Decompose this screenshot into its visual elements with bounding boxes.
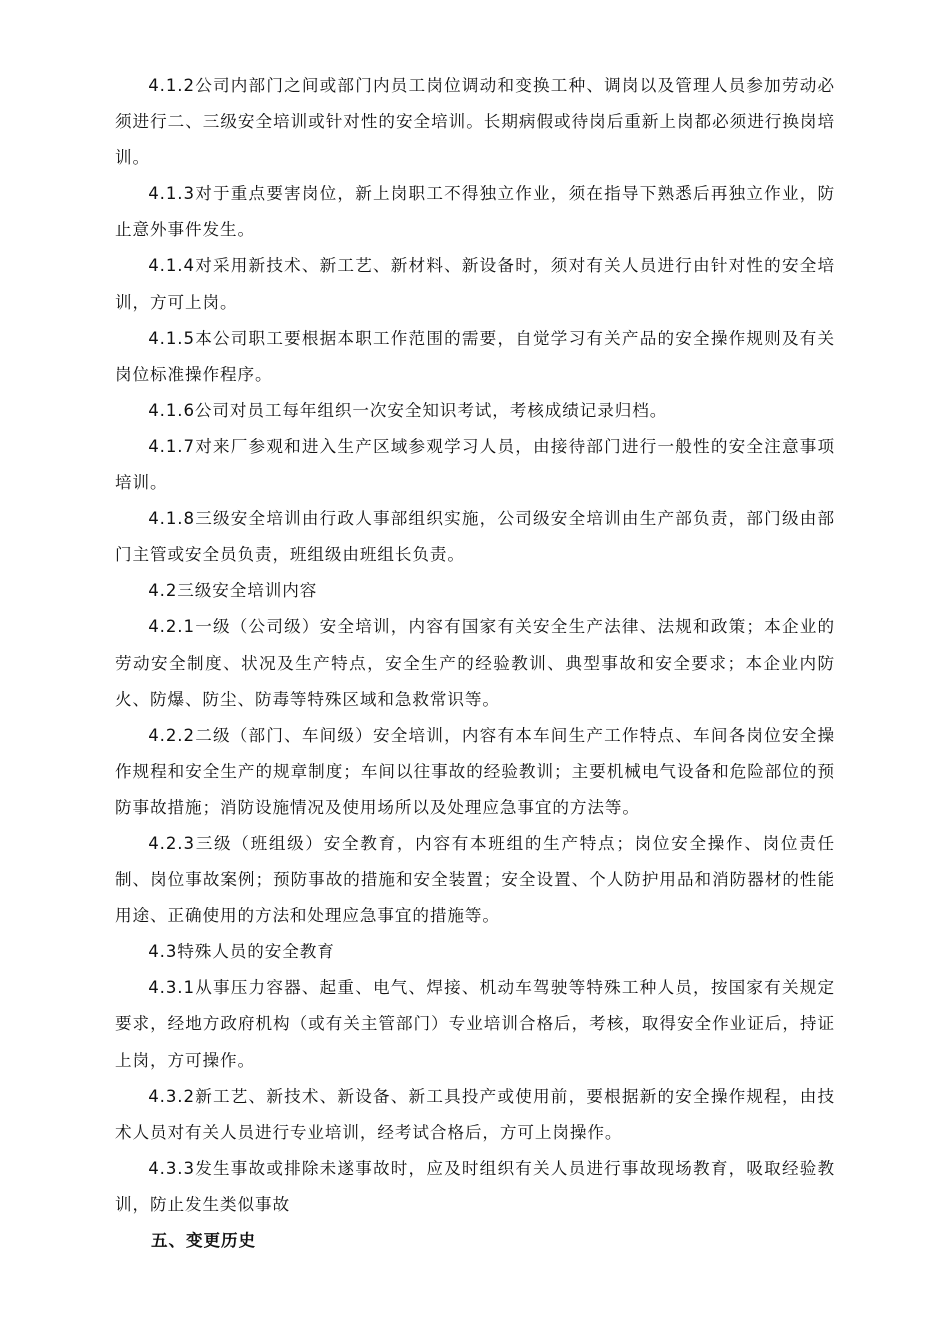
paragraph-4-1-7: 4.1.7对来厂参观和进入生产区域参观学习人员，由接待部门进行一般性的安全注意事项培训。: [115, 436, 835, 493]
paragraph-4-3-3: 4.3.3发生事故或排除未遂事故时，应及时组织有关人员进行事故现场教育，吸取经验教训，防止发生类似事故: [115, 1158, 835, 1214]
paragraph-4-1-5: 4.1.5本公司职工要根据本职工作范围的需要，自觉学习有关产品的安全操作规则及有关岗位标准操作程序。: [115, 328, 835, 384]
paragraph-4-2-1: 4.2.1一级（公司级）安全培训，内容有国家有关安全生产法律、法规和政策；本企业的劳动安全制度、状况及生产特点，安全生产的经验教训、典型事故和安全要求；本企业内防火、防爆、防尘、防毒等特殊区域和急救常识等。: [115, 617, 835, 709]
section-heading-change-history: 五、变更历史: [151, 1231, 256, 1250]
paragraph-4-2-2: 4.2.2二级（部门、车间级）安全培训，内容有本车间生产工作特点、车间各岗位安全操作规程和安全生产的规章制度；车间以往事故的经验教训；主要机械电气设备和危险部位的预防事故措施；消防设施情况及使用场所以及处理应急事宜的方法等。: [115, 725, 835, 817]
paragraph-4-3-2: 4.3.2新工艺、新技术、新设备、新工具投产或使用前，要根据新的安全操作规程，由技术人员对有关人员进行专业培训，经考试合格后，方可上岗操作。: [115, 1086, 835, 1142]
document-body: [115, 68, 835, 1259]
paragraph-4-1-8: 4.1.8三级安全培训由行政人事部组织实施，公司级安全培训由生产部负责，部门级由部门主管或安全员负责，班组级由班组长负责。: [115, 509, 835, 565]
paragraph-4-1-3: 4.1.3对于重点要害岗位，新上岗职工不得独立作业，须在指导下熟悉后再独立作业，防止意外事件发生。: [115, 184, 835, 240]
subheading-4-2: 4.2三级安全培训内容: [148, 581, 318, 601]
paragraph-4-1-4: 4.1.4对采用新技术、新工艺、新材料、新设备时，须对有关人员进行由针对性的安全培训，方可上岗。: [115, 256, 835, 312]
paragraph-4-1-6: 4.1.6公司对员工每年组织一次安全知识考试，考核成绩记录归档。: [148, 400, 668, 420]
paragraph-4-1-2: 4.1.2公司内部门之间或部门内员工岗位调动和变换工种、调岗以及管理人员参加劳动必须进行二、三级安全培训或针对性的安全培训。长期病假或待岗后重新上岗都必须进行换岗培训。: [115, 76, 835, 168]
paragraph-4-3-1: 4.3.1从事压力容器、起重、电气、焊接、机动车驾驶等特殊工种人员，按国家有关规定要求，经地方政府机构（或有关主管部门）专业培训合格后，考核，取得安全作业证后，持证上岗，方可操作。: [115, 978, 835, 1070]
subheading-4-3: 4.3特殊人员的安全教育: [148, 942, 335, 962]
paragraph-4-2-3: 4.2.3三级（班组级）安全教育，内容有本班组的生产特点；岗位安全操作、岗位责任制、岗位事故案例；预防事故的措施和安全装置；安全设置、个人防护用品和消防器材的性能用途、正确使用的方法和处理应急事宜的措施等。: [115, 833, 835, 926]
